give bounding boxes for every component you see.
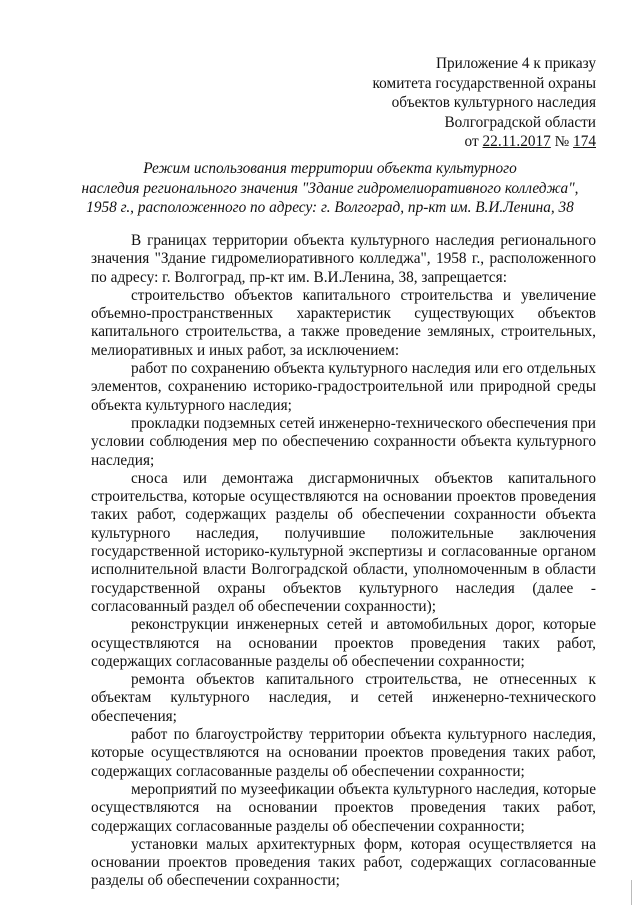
document-body	[91, 232, 596, 891]
paragraph-small-forms: установки малых архитектурных форм, которая осуществляется на основании проектов проведения таких работ, содержащих согласованные разделы об обеспечении сохранности;	[91, 835, 596, 890]
header-line-5	[373, 132, 597, 152]
paragraph-intro: В границах территории объекта культурного наследия регионального значения "Здание гидромелиоративного колледжа", 1958 г., расположенного по адресу: г. Волгоград, пр-кт им. В.И.Ленина, 38, запрещается:	[91, 232, 596, 286]
header-line-3: объектов культурного наследия	[391, 94, 596, 111]
paragraph-demolition: сноса или демонтажа дисгармоничных объектов капитального строительства, которые осуществляются на основании проектов проведения таких работ, содержащих разделы об обеспечении сохранности объекта культурного наследия, получившие положительные заключения государственной историко-культурной экспертизы и согласованные органом исполнительной власти Волгоградской области, уполномоченным в области государственной охраны объектов культурного наследия (далее - согласованный раздел об обеспечении сохранности);	[91, 469, 596, 615]
title-line-2: наследия регионального значения "Здание гидромелиоративного колледжа",	[81, 179, 579, 197]
header-line-2: комитета государственной охраны	[372, 74, 596, 92]
order-date: 22.11.2017	[482, 133, 551, 150]
paragraph-utilities: прокладки подземных сетей инженерно-технического обеспечения при условии соблюдения мер по обеспечению сохранности объекта культурного наследия;	[91, 414, 596, 469]
number-sign: №	[550, 133, 574, 150]
document-title	[60, 159, 600, 218]
header-line-4: Волгоградской области	[444, 113, 596, 131]
paragraph-landscaping: работ по благоустройству территории объекта культурного наследия, которые осуществляются на основании проектов проведения таких работ, содержащих согласованные разделы об обеспечении сохранности;	[91, 726, 596, 780]
paragraph-museum: мероприятий по музеефикации объекта культурного наследия, которые осуществляются на основании проектов проведения таких работ, содержащих согласованные разделы об обеспечении сохранности;	[91, 780, 596, 835]
title-line-1: Режим использования территории объекта культурного	[143, 160, 517, 177]
order-header	[373, 54, 597, 152]
header-line-1: Приложение 4 к приказу	[435, 55, 596, 72]
paragraph-preservation: работ по сохранению объекта культурного наследия или его отдельных элементов, сохранению историко-градостроительной или природной среды объекта культурного наследия;	[91, 360, 596, 414]
scan-edge-mark	[631, 880, 638, 905]
paragraph-repair: ремонта объектов капитального строительства, не отнесенных к объектам культурного наследия, и сетей инженерно-технического обеспечения;	[91, 671, 596, 725]
paragraph-construction: строительство объектов капитального строительства и увеличение объемно-пространственных характеристик существующих объектов капитального строительства, а также проведение земляных, строительных, мелиоративных и иных работ, за исключением:	[91, 286, 596, 359]
title-line-3: 1958 г., расположенного по адресу: г. Волгоград, пр-кт им. В.И.Ленина, 38	[86, 199, 574, 216]
header-date-prefix: от	[464, 133, 483, 150]
paragraph-reconstruction: реконструкции инженерных сетей и автомобильных дорог, которые осуществляются на основании проектов проведения таких работ, содержащих согласованные разделы об обеспечении сохранности;	[91, 616, 596, 670]
order-number: 174	[573, 133, 596, 150]
